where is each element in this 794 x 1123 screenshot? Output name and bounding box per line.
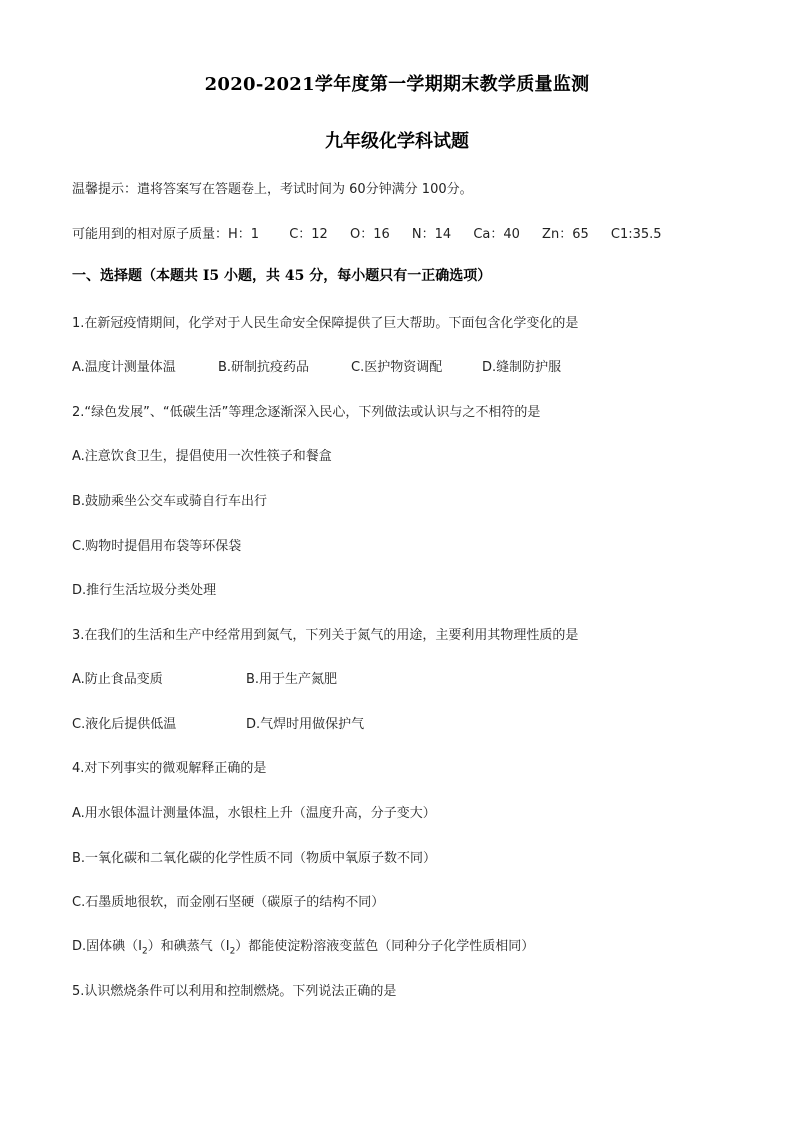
- q4-option-b: B.一氧化碳和二氧化碳的化学性质不同（物质中氧原子数不同）: [72, 851, 437, 866]
- iodine-subscript: 2: [229, 946, 236, 957]
- q3-option-b: B.用于生产氮肥: [246, 672, 338, 687]
- atomic-mass-label: 可能用到的相对原子质量：: [72, 227, 229, 242]
- question-3-options-row1: [72, 668, 337, 687]
- q4-option-d-post: ）都能使淀粉溶液变蓝色（同种分子化学性质相同）: [235, 939, 535, 954]
- q2-option-a: A.注意饮食卫生，提倡使用一次性筷子和餐盒: [72, 449, 332, 464]
- question-2-stem: 2.“绿色发展”、“低碳生活”等理念逐渐深入民心，下列做法或认识与之不相符的是: [72, 405, 541, 420]
- atomic-mass-zn: Zn：65: [542, 227, 589, 242]
- atomic-mass-n: N：14: [411, 227, 452, 242]
- question-1-options: [72, 356, 561, 375]
- atomic-mass-cl: C1:35.5: [610, 227, 662, 242]
- question-3-options-row2: [72, 713, 364, 732]
- atomic-mass-c: C：12: [289, 227, 328, 242]
- question-1-stem: 1.在新冠疫情期间，化学对于人民生命安全保障提供了巨大帮助。下面包含化学变化的是: [72, 316, 579, 331]
- q2-option-c: C.购物时提倡用布袋等环保袋: [72, 539, 242, 554]
- page-title: 2020-2021学年度第一学期期末教学质量监测: [204, 74, 590, 95]
- question-5-stem: 5.认识燃烧条件可以利用和控制燃烧。下列说法正确的是: [72, 984, 397, 999]
- atomic-mass-ca: Ca：40: [473, 227, 520, 242]
- q1-option-d: D.缝制防护服: [482, 360, 562, 375]
- q4-option-d: [72, 935, 534, 957]
- q1-option-c: C.医护物资调配: [351, 360, 443, 375]
- question-3-stem: 3.在我们的生活和生产中经常用到氮气，下列关于氮气的用途，主要利用其物理性质的是: [72, 628, 579, 643]
- q2-option-d: D.推行生活垃圾分类处理: [72, 583, 217, 598]
- q3-option-d: D.气焊时用做保护气: [246, 717, 365, 732]
- section-heading: 一、选择题（本题共 I5 小题，共 45 分，每小题只有一正确选项）: [72, 268, 492, 284]
- q4-option-d-pre: D.固体碘（I: [72, 939, 142, 954]
- atomic-mass-o: O：16: [349, 227, 390, 242]
- q4-option-c: C.石墨质地很软，而金刚石坚硬（碳原子的结构不同）: [72, 895, 385, 910]
- q4-option-a: A.用水银体温计测量体温，水银柱上升（温度升高，分子变大）: [72, 806, 436, 821]
- q1-option-a: A.温度计测量体温: [72, 360, 176, 375]
- q2-option-b: B.鼓励乘坐公交车或骑自行车出行: [72, 494, 268, 509]
- q1-option-b: B.研制抗疫药品: [218, 360, 310, 375]
- atomic-mass-line: [72, 223, 662, 242]
- q3-option-a: A.防止食品变质: [72, 672, 163, 687]
- iodine-subscript: 2: [141, 946, 148, 957]
- exam-notice: 温馨提示：遣将答案写在答题卷上，考试时间为 60分钟满分 100分。: [72, 182, 473, 197]
- q4-option-d-mid: ）和碘蒸气（I: [147, 939, 230, 954]
- question-4-stem: 4.对下列事实的微观解释正确的是: [72, 761, 267, 776]
- page-subtitle: 九年级化学科试题: [325, 131, 469, 152]
- q3-option-c: C.液化后提供低温: [72, 717, 177, 732]
- atomic-mass-h: H：1: [228, 227, 260, 242]
